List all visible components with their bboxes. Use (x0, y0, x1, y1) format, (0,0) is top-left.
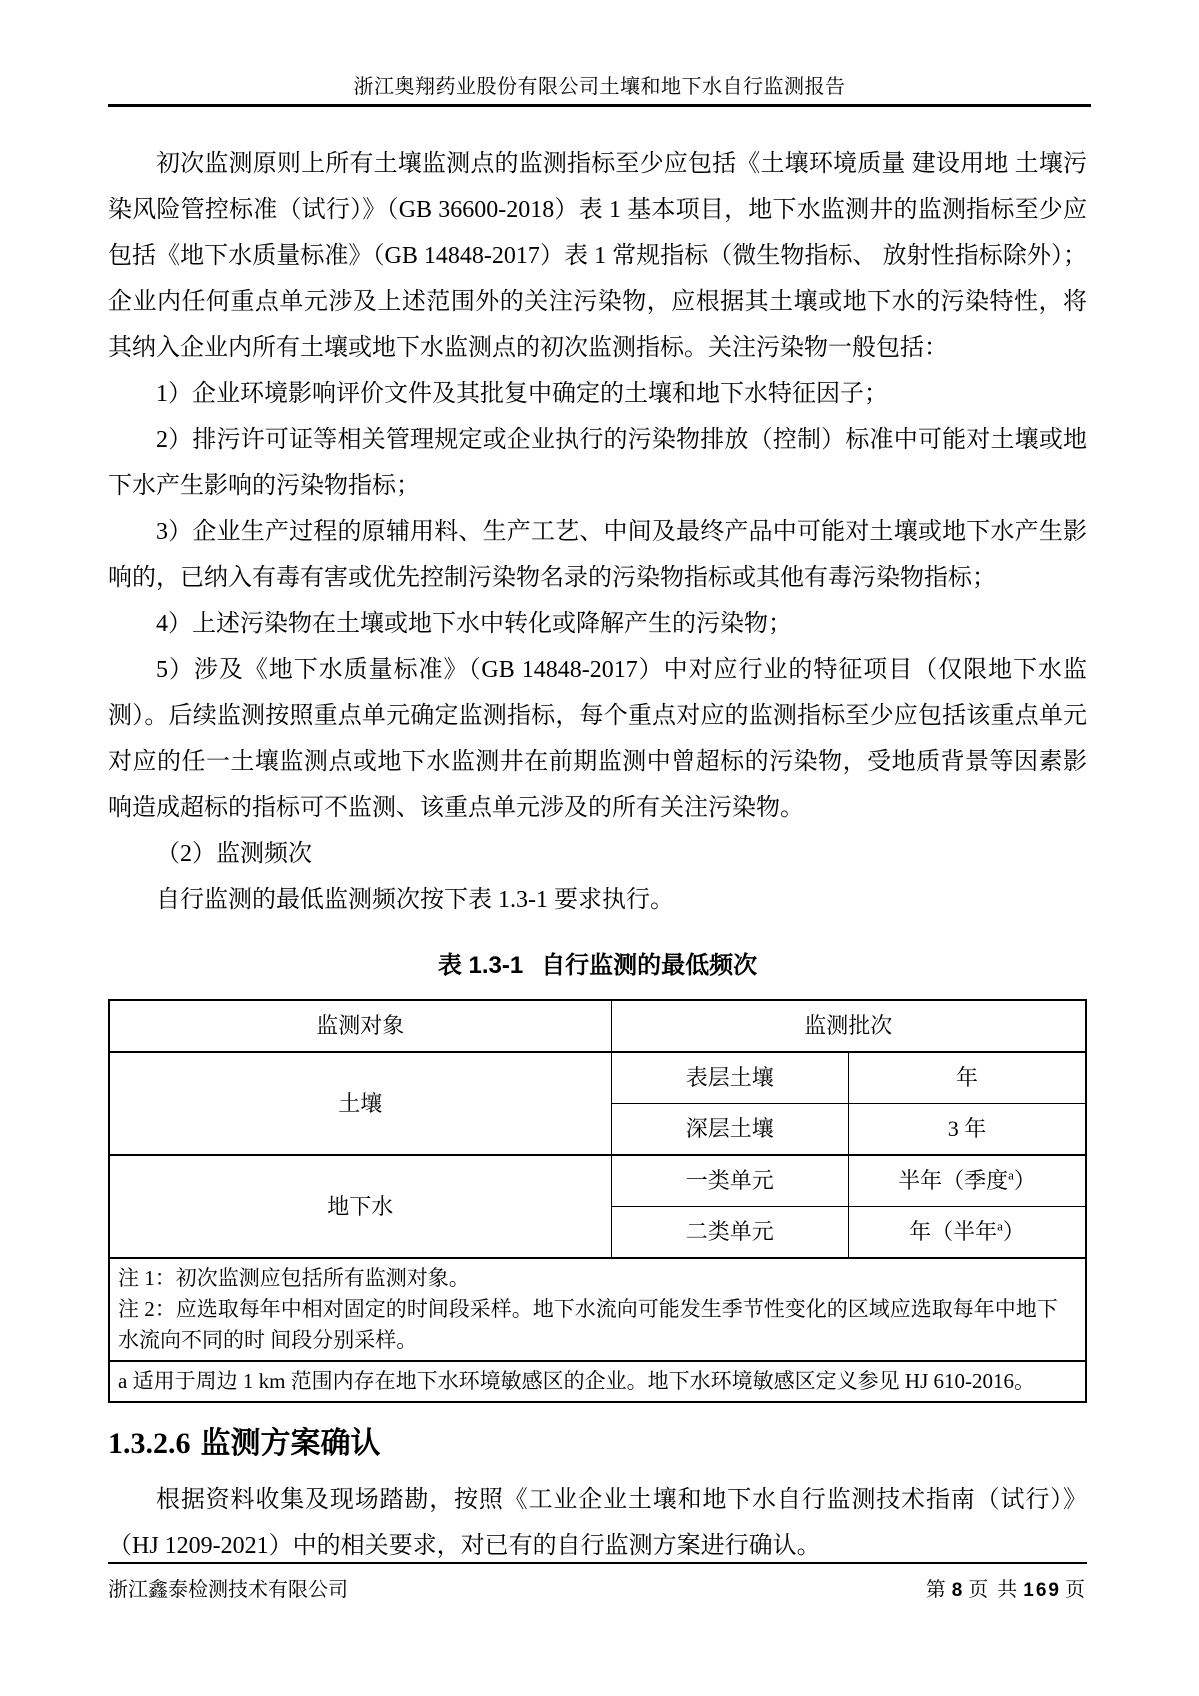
section-heading-text: 监测方案确认 (200, 1427, 381, 1460)
table-number: 表 1.3-1 (437, 952, 524, 979)
cell-type-class1-unit: 一类单元 (611, 1155, 849, 1207)
header-cell-object: 监测对象 (109, 1000, 611, 1052)
footer-company: 浙江鑫泰检测技术有限公司 (108, 1579, 348, 1601)
freq-text: 年 (955, 1065, 978, 1090)
paragraph-item-3: 3）企业生产过程的原辅用料、生产工艺、中间及最终产品中可能对土壤或地下水产生影响的，已纳入有毒有害或优先控制污染物名录的污染物指标或其他有毒污染物指标； (108, 519, 1087, 591)
paragraph-item-4: 4）上述污染物在土壤或地下水中转化或降解产生的污染物； (156, 611, 792, 637)
section-heading (108, 1421, 1087, 1467)
paragraph-closing: 根据资料收集及现场踏勘，按照《工业企业土壤和地下水自行监测技术指南（试行）》（HJ 1209-2021）中的相关要求，对已有的自行监测方案进行确认。 (108, 1487, 1087, 1559)
header-cell-batch: 监测批次 (611, 1000, 1086, 1052)
freq-text-end: ） (1002, 1219, 1025, 1244)
footer-page-indicator (926, 1573, 1087, 1602)
table-note-2: 注 2：应选取每年中相对固定的时间段采样。地下水流向可能发生季节性变化的区域应选取每年中地下水流向不同的时 间段分别采样。 (118, 1297, 1058, 1352)
page-label-mid: 页 共 (968, 1579, 1020, 1601)
total-page-number: 169 (1023, 1580, 1061, 1601)
table-row-soil-surface (109, 1052, 1086, 1104)
paragraph-item-1: 1）企业环境影响评价文件及其批复中确定的土壤和地下水特征因子； (156, 381, 888, 407)
paragraph-frequency-label: （2）监测频次 (156, 841, 312, 867)
cell-type-deep-soil: 深层土壤 (611, 1104, 849, 1156)
cell-object-groundwater: 地下水 (109, 1155, 611, 1258)
table-row-groundwater-class1 (109, 1155, 1086, 1207)
freq-text: 半年（季度 (898, 1168, 1009, 1193)
page-header (108, 70, 1091, 107)
cell-freq-class2-unit (849, 1207, 1087, 1259)
freq-text: 年（半年 (909, 1219, 998, 1244)
table-footnote-a: a 适用于周边 1 km 范围内存在地下水环境敏感区的企业。地下水环境敏感区定义参见 HJ 610-2016。 (109, 1361, 1086, 1402)
cell-type-surface-soil: 表层土壤 (611, 1052, 849, 1104)
table-title (108, 943, 1087, 989)
paragraph-intro: 初次监测原则上所有土壤监测点的监测指标至少应包括《土壤环境质量 建设用地 土壤污染风险管控标准（试行）》（GB 36600-2018）表 1 基本项目，地下水监测井的监测指标至少应包括《地下水质量标准》（GB 14848-2017）表 1 常规指标（微生物指标、 放射性指标除外）；企业内任何重点单元涉及上述范围外的关注污染物，应根据其土壤或地下水的污染特性，将其纳入企业内所有土壤或地下水监测点的初次监测指标。关注污染物一般包括： (108, 151, 1087, 361)
freq-text-end: ） (1013, 1168, 1036, 1193)
footnote-marker: a (997, 1218, 1003, 1234)
cell-freq-class1-unit (849, 1155, 1087, 1207)
footnote-marker: a (1008, 1167, 1014, 1183)
table-title-text: 自行监测的最低频次 (541, 952, 758, 979)
cell-freq-deep-soil (849, 1104, 1087, 1156)
page-label-prefix: 第 (925, 1579, 948, 1601)
page-label-suffix: 页 (1065, 1579, 1087, 1601)
page-footer (108, 1562, 1087, 1602)
freq-text: 3 年 (947, 1116, 987, 1141)
table-header-row (109, 1000, 1086, 1052)
cell-object-soil: 土壤 (109, 1052, 611, 1155)
cell-freq-surface-soil (849, 1052, 1087, 1104)
monitoring-frequency-table (108, 999, 1087, 1403)
paragraph-item-2: 2）排污许可证等相关管理规定或企业执行的污染物排放（控制）标准中可能对土壤或地下水产生影响的污染物指标； (108, 427, 1087, 499)
paragraph-item-5: 5）涉及《地下水质量标准》（GB 14848-2017）中对应行业的特征项目（仅限地下水监测）。后续监测按照重点单元确定监测指标，每个重点对应的监测指标至少应包括该重点单元对应的任一土壤监测点或地下水监测井在前期监测中曾超标的污染物，受地质背景等因素影响造成超标的指标可不监测、该重点单元涉及的所有关注污染物。 (108, 657, 1087, 821)
current-page-number: 8 (951, 1580, 965, 1601)
cell-type-class2-unit: 二类单元 (611, 1207, 849, 1259)
section-number: 1.3.2.6 (108, 1427, 191, 1460)
table-note-1: 注 1：初次监测应包括所有监测对象。 (118, 1266, 470, 1290)
table-notes-cell (109, 1258, 1086, 1361)
paragraph-frequency-intro: 自行监测的最低监测频次按下表 1.3-1 要求执行。 (156, 887, 674, 913)
table-footnote-row (109, 1361, 1086, 1402)
table-notes-row (109, 1258, 1086, 1361)
report-title: 浙江奥翔药业股份有限公司土壤和地下水自行监测报告 (353, 76, 846, 98)
main-content (108, 141, 1087, 1569)
